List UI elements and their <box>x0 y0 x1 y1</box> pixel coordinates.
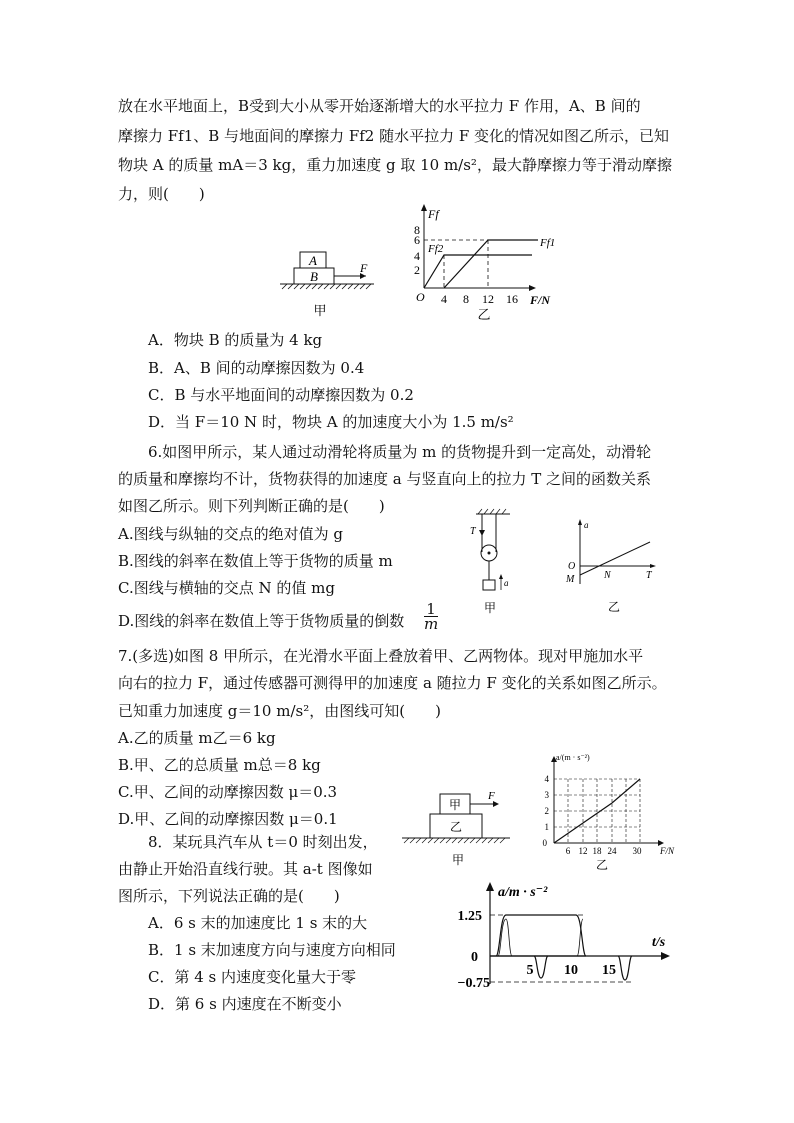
xtick-10: 10 <box>564 963 578 978</box>
q5-option-c: C．B 与水平地面间的动摩擦因数为 0.2 <box>148 386 414 404</box>
q7-stem-line-2: 向右的拉力 F，通过传感器可测得甲的加速度 a 随拉力 F 变化的关系如图乙所示。 <box>118 674 667 692</box>
block-a-label: A <box>309 253 317 268</box>
tension-label: T <box>470 526 476 537</box>
q6-stem-line-1: 6.如图甲所示，某人通过动滑轮将质量为 m 的货物提升到一定高处，动滑轮 <box>148 443 652 461</box>
caption-yi: 乙 <box>595 858 609 872</box>
fraction-numerator: 1 <box>426 600 436 618</box>
xtick-16: 16 <box>506 292 518 306</box>
q8-stem-line-2: 由静止开始沿直线行驶。其 a-t 图像如 <box>118 860 373 878</box>
y-axis-label: a/m · s⁻² <box>498 885 548 900</box>
point-m-label: M <box>566 574 575 585</box>
x-axis-arrow <box>529 285 536 291</box>
q5-stem-line-2: 摩擦力 Ff1、B 与地面间的摩擦力 Ff2 随水平拉力 F 变化的情况如图乙所示，已知 <box>118 127 670 145</box>
q8-option-d: D．第 6 s 内速度在不断变小 <box>148 995 342 1013</box>
xtick-12: 12 <box>482 292 494 306</box>
q6-fraction <box>424 602 438 631</box>
fraction-denominator: m <box>424 615 439 633</box>
ground-hatch <box>282 284 371 289</box>
xtick-5: 5 <box>526 963 534 978</box>
ceiling-hatch <box>478 509 506 514</box>
q8-option-c: C．第 4 s 内速度变化量大于零 <box>148 968 357 986</box>
y-axis-label: a/(m · s⁻²) <box>556 753 590 762</box>
ytick-8: 8 <box>414 223 420 237</box>
caption-yi: 乙 <box>477 307 491 322</box>
q6-stem-line-3: 如图乙所示。则下列判断正确的是( ) <box>118 497 385 515</box>
pulse-negative-2 <box>618 956 632 980</box>
q7-option-d: D.甲、乙间的动摩擦因数 μ＝0.1 <box>118 810 338 828</box>
q5-stem-line-1: 放在水平地面上，B受到大小从零开始逐渐增大的水平拉力 F 作用，A、B 间的 <box>118 97 641 115</box>
q7-option-c: C.甲、乙间的动摩擦因数 μ＝0.3 <box>118 783 338 801</box>
accel-arrowhead <box>499 574 503 579</box>
y-axis-label: a <box>584 520 589 530</box>
q5-option-b: B．A、B 间的动摩擦因数为 0.4 <box>148 359 365 377</box>
xtick-24: 24 <box>607 846 617 856</box>
q5-figure-jia <box>270 245 380 325</box>
q6-figure-jia <box>468 508 518 618</box>
accel-label: a <box>504 578 509 588</box>
q8-stem-line-1: 8．某玩具汽车从 t＝0 时刻出发， <box>148 833 378 851</box>
xtick-4: 4 <box>441 292 447 306</box>
point-n-label: N <box>604 570 611 581</box>
pulley-axle <box>488 552 491 555</box>
q6-option-b: B.图线的斜率在数值上等于货物的质量 m <box>118 552 393 570</box>
block-jia-label: 甲 <box>448 798 462 812</box>
x-axis-label: T <box>646 570 652 581</box>
ytick-2: 2 <box>544 806 549 816</box>
ytick-pos: 1.25 <box>457 909 482 924</box>
caption-yi: 乙 <box>607 600 621 614</box>
caption-jia: 甲 <box>483 601 497 615</box>
y-axis-arrow <box>486 882 494 891</box>
origin-label: 0 <box>542 838 547 848</box>
xtick-6: 6 <box>565 846 571 856</box>
xtick-15: 15 <box>602 963 616 978</box>
line-ff2 <box>424 255 532 288</box>
q7-figure-yi <box>530 748 680 873</box>
q8-option-b: B．1 s 末加速度方向与速度方向相同 <box>148 941 396 959</box>
block-yi-label: 乙 <box>449 820 463 834</box>
xtick-18: 18 <box>592 846 602 856</box>
ytick-neg: −0.75 <box>457 976 490 991</box>
ytick-4: 4 <box>544 774 549 784</box>
q7-option-b: B.甲、乙的总质量 m总＝8 kg <box>118 756 321 774</box>
pulse-negative-1 <box>534 956 548 978</box>
tension-arrowhead <box>479 530 485 536</box>
graph-line <box>580 542 650 575</box>
x-axis-label: F/N <box>660 846 675 856</box>
q5-stem-line-3: 物块 A 的质量 mA＝3 kg，重力加速度 g 取 10 m/s²，最大静摩擦力等于滑动摩擦 <box>118 156 672 174</box>
q7-stem-line-1: 7.(多选)如图 8 甲所示，在光滑水平面上叠放着甲、乙两物体。现对甲施加水平 <box>118 647 644 665</box>
q7-option-a: A.乙的质量 m乙＝6 kg <box>118 729 276 747</box>
origin-label: 0 <box>471 950 478 965</box>
q8-figure <box>446 874 676 999</box>
force-label: F <box>488 790 495 802</box>
ground-hatch <box>404 838 505 843</box>
caption-jia: 甲 <box>451 853 465 867</box>
x-axis-label: F/N <box>530 293 551 307</box>
q5-option-a: A．物块 B 的质量为 4 kg <box>148 331 323 349</box>
q5-option-d: D．当 F＝10 N 时，物块 A 的加速度大小为 1.5 m/s² <box>148 413 514 431</box>
ytick-4: 4 <box>414 249 420 263</box>
ytick-3: 3 <box>544 790 549 800</box>
block-b-label: B <box>310 269 318 284</box>
x-axis-label: t/s <box>652 935 666 950</box>
y-axis-arrow <box>421 204 427 211</box>
q8-option-a: A．6 s 末的加速度比 1 s 末的大 <box>148 914 368 932</box>
q6-option-a: A.图线与纵轴的交点的绝对值为 g <box>118 525 343 543</box>
q5-stem-line-4: 力，则( ) <box>118 185 205 203</box>
force-label: F <box>360 261 368 275</box>
x-axis-arrow <box>661 952 670 960</box>
xtick-30: 30 <box>632 846 642 856</box>
xtick-8: 8 <box>463 292 469 306</box>
line-ff1 <box>444 240 538 288</box>
origin-label: O <box>568 561 576 572</box>
q5-figure-yi <box>408 200 568 325</box>
ff2-label: Ff2 <box>428 243 444 255</box>
q6-figure-yi <box>562 516 662 616</box>
x-axis-arrow <box>650 564 656 568</box>
ytick-6: 6 <box>414 233 420 247</box>
origin-label: O <box>416 290 425 304</box>
cargo <box>483 580 495 590</box>
caption-jia: 甲 <box>313 303 327 318</box>
ytick-2: 2 <box>414 263 420 277</box>
y-axis-arrow <box>578 519 582 525</box>
ff1-label: Ff1 <box>540 237 556 249</box>
q7-stem-line-3: 已知重力加速度 g＝10 m/s²，由图线可知( ) <box>118 702 441 720</box>
y-axis-label: Ff <box>428 207 439 221</box>
q6-option-c: C.图线与横轴的交点 N 的值 mg <box>118 579 335 597</box>
q6-stem-line-2: 的质量和摩擦均不计，货物获得的加速度 a 与竖直向上的拉力 T 之间的函数关系 <box>118 470 652 488</box>
ytick-1: 1 <box>544 822 549 832</box>
q8-stem-line-3: 图所示，下列说法正确的是( ) <box>118 887 340 905</box>
xtick-12: 12 <box>578 846 588 856</box>
q7-figure-jia <box>400 784 520 869</box>
q6-option-d: D.图线的斜率在数值上等于货物质量的倒数 <box>118 612 405 630</box>
